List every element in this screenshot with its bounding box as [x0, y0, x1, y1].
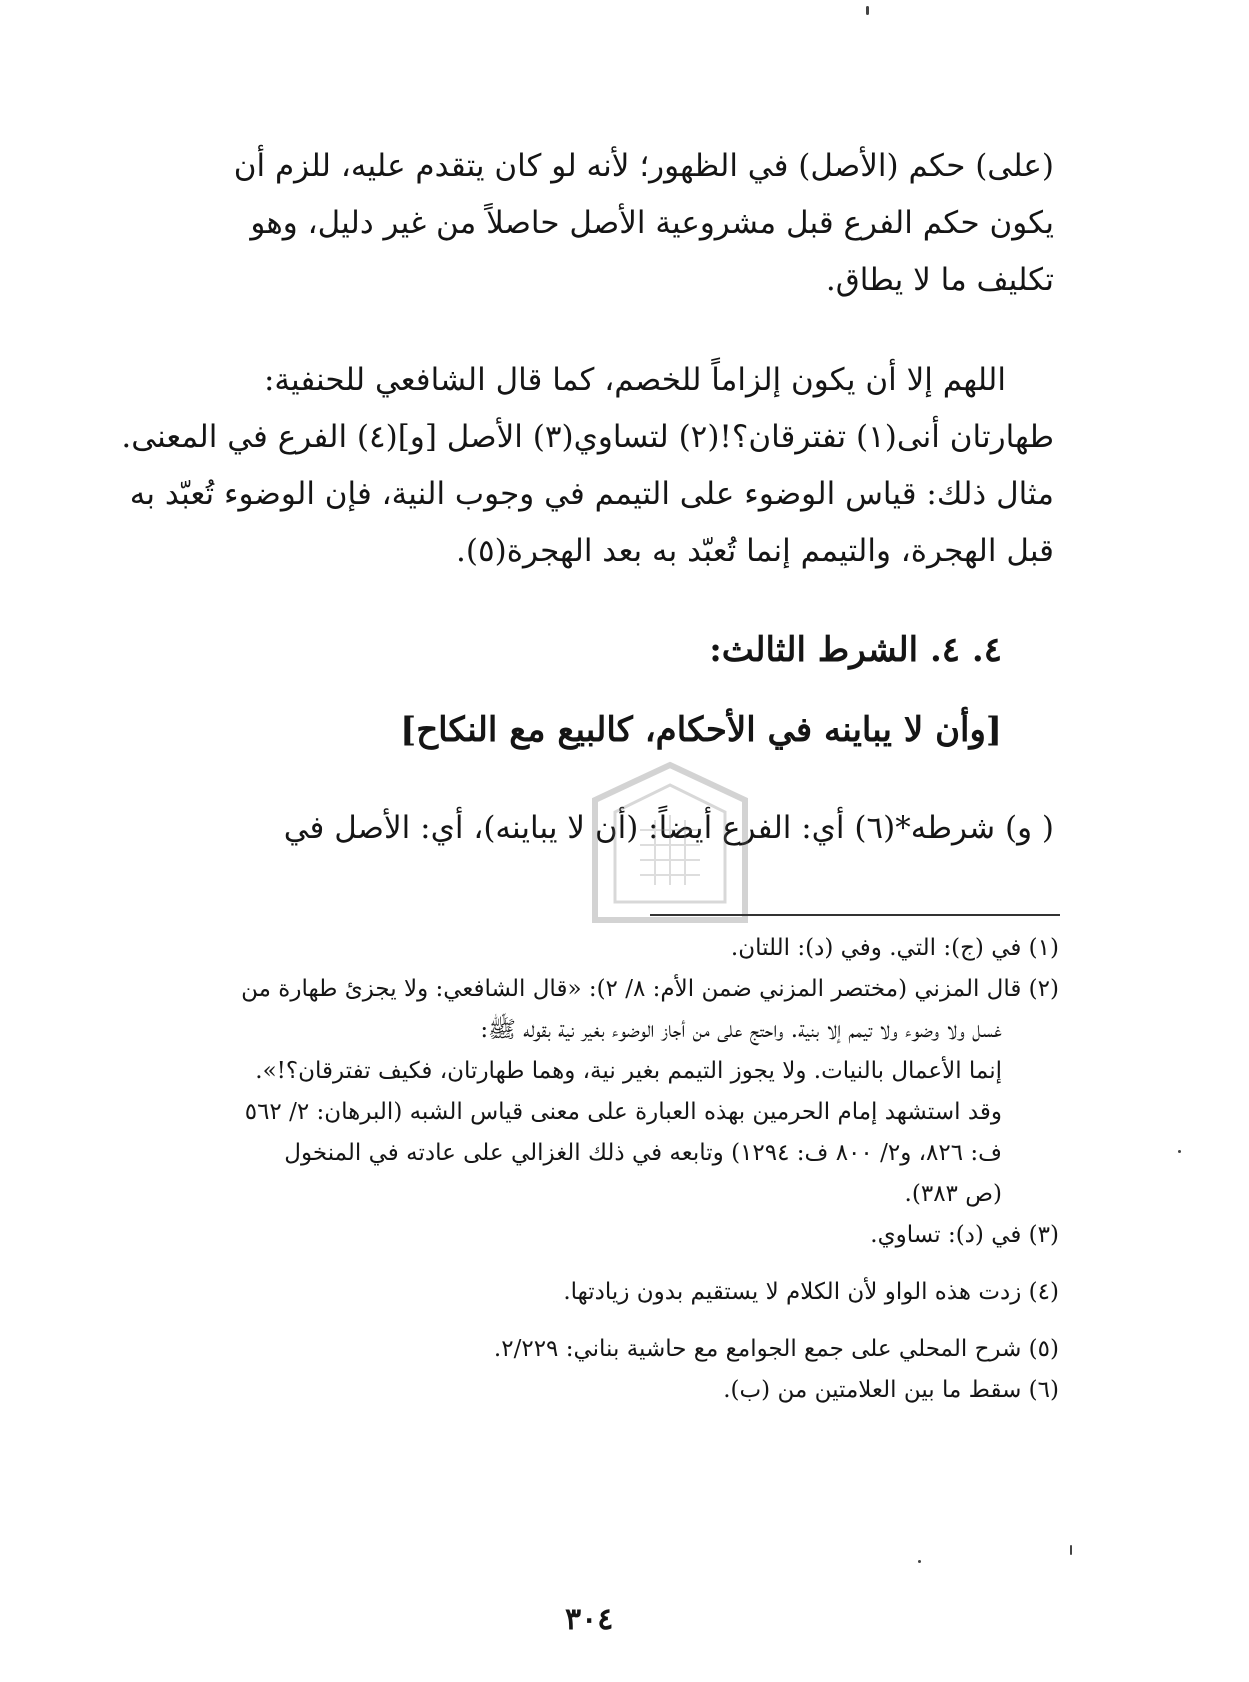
footnotes	[179, 928, 1059, 1411]
paragraph-2	[121, 352, 1054, 580]
footnote-2-line: غسل ولا وضوء ولا تيمم إلا بنية. واحتج على من أجاز الوضوء بغير نية بقوله ﷺ:	[480, 1017, 1002, 1043]
text-line: قبل الهجرة، والتيمم إنما تُعبّد به بعد الهجرة(٥).	[456, 533, 1054, 569]
footnote-2-line: وقد استشهد إمام الحرمين بهذه العبارة على معنى قياس الشبه (البرهان: ٢/ ٥٦٢	[244, 1099, 1002, 1125]
section-heading: ٤. ٤. الشرط الثالث:	[709, 630, 1002, 670]
text-line: مثال ذلك: قياس الوضوء على التيمم في وجوب النية، فإن الوضوء تُعبّد به	[129, 476, 1054, 512]
footnote-separator	[650, 914, 1060, 916]
text-line: اللهم إلا أن يكون إلزاماً للخصم، كما قال الشافعي للحنفية:	[263, 362, 1006, 398]
quoted-rule-heading: [وأن لا يباينه في الأحكام، كالبيع مع النكاح]	[400, 710, 1002, 750]
text-line: ( و) شرطه*(٦) أي: الفرع أيضاً: (أن لا يباينه)، أي: الأصل في	[283, 810, 1054, 846]
footnote-3: (٣) في (د): تساوي.	[870, 1222, 1059, 1248]
scan-speck	[866, 6, 869, 15]
paragraph-1	[184, 138, 1054, 309]
scan-speck	[1178, 1150, 1181, 1153]
text-line: (على) حكم (الأصل) في الظهور؛ لأنه لو كان يتقدم عليه، للزم أن	[233, 148, 1054, 184]
text-line: طهارتان أنى(١) تفترقان؟!(٢) لتساوي(٣) الأصل [و](٤) الفرع في المعنى.	[121, 419, 1054, 455]
footnote-5: (٥) شرح المحلي على جمع الجوامع مع حاشية بناني: ٢/٢٢٩.	[493, 1336, 1059, 1362]
scan-speck	[1070, 1545, 1072, 1555]
text-line: يكون حكم الفرع قبل مشروعية الأصل حاصلاً من غير دليل، وهو	[250, 205, 1054, 241]
footnote-2-line: إنما الأعمال بالنيات. ولا يجوز التيمم بغير نية، وهما طهارتان، فكيف تفترقان؟!».	[255, 1058, 1002, 1084]
page-number: ٣٠٤	[565, 1602, 614, 1637]
footnote-6: (٦) سقط ما بين العلامتين من (ب).	[723, 1377, 1059, 1403]
footnote-4: (٤) زدت هذه الواو لأن الكلام لا يستقيم بدون زيادتها.	[563, 1279, 1059, 1305]
footnote-2-line: ف: ٨٢٦، و٢/ ٨٠٠ ف: ١٢٩٤) وتابعه في ذلك الغزالي على عادته في المنخول	[284, 1140, 1002, 1166]
footnote-2-line: (ص ٣٨٣).	[904, 1181, 1002, 1207]
footnote-2-line: (٢) قال المزني (مختصر المزني ضمن الأم: ٨/ ٢): «قال الشافعي: ولا يجزئ طهارة من	[241, 976, 1059, 1002]
scan-speck	[918, 1560, 921, 1563]
library-seal-watermark	[585, 760, 755, 940]
footnote-1: (١) في (ج): التي. وفي (د): اللتان.	[730, 935, 1059, 961]
text-line: تكليف ما لا يطاق.	[825, 262, 1054, 298]
